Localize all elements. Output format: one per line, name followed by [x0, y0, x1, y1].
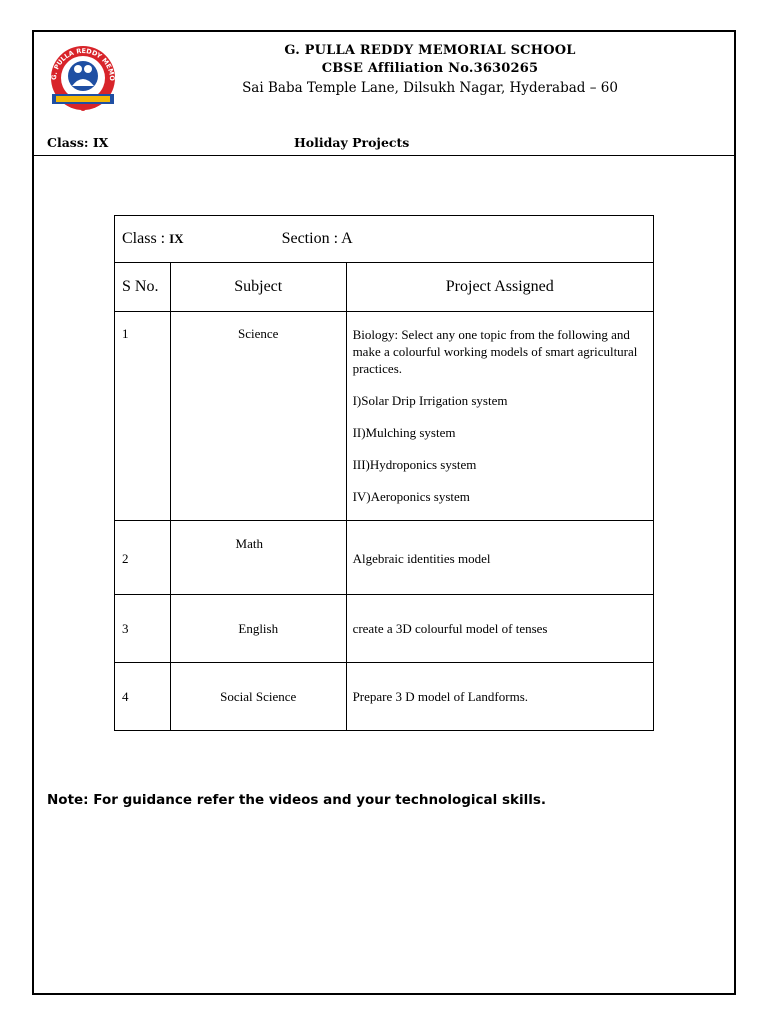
table-row — [115, 312, 654, 521]
table-header-row — [115, 263, 654, 312]
section-label: Section : A — [281, 230, 353, 247]
row-project: Prepare 3 D model of Landforms. — [346, 663, 653, 731]
row-sno: 4 — [115, 663, 171, 731]
row-sno: 1 — [115, 312, 171, 521]
logo-text: G. PULLA REDDY MEMO — [49, 46, 117, 82]
table-row — [115, 521, 654, 595]
school-logo — [42, 42, 124, 114]
project-option: III)Hydroponics system — [352, 457, 477, 472]
class-label: Class: IX — [47, 135, 109, 150]
row-project: Algebraic identities model — [346, 521, 653, 595]
row-project: create a 3D colourful model of tenses — [346, 595, 653, 663]
row-subject: Science — [170, 312, 346, 521]
project-option: IV)Aeroponics system — [352, 489, 470, 504]
class-section-row — [115, 216, 654, 263]
row-subject: Math — [170, 521, 346, 595]
document-title: Holiday Projects — [294, 135, 410, 150]
project-option: II)Mulching system — [352, 425, 456, 440]
row-sno: 3 — [115, 595, 171, 663]
column-header-sno: S No. — [115, 263, 171, 312]
class-prefix: Class : — [122, 230, 170, 247]
header-divider — [34, 155, 734, 156]
school-name: G. PULLA REDDY MEMORIAL SCHOOL — [284, 43, 576, 58]
class-section-cell — [115, 216, 654, 263]
guidance-note: Note: For guidance refer the videos and your technological skills. — [47, 792, 547, 808]
project-intro: Biology: Select any one topic from the following and make a colourful working models of smart agricultural practices. — [352, 327, 638, 376]
project-option: I)Solar Drip Irrigation system — [352, 393, 508, 408]
table-row — [115, 663, 654, 731]
row-sno: 2 — [115, 521, 171, 595]
column-header-subject: Subject — [170, 263, 346, 312]
class-value: IX — [169, 231, 184, 246]
row-subject: Social Science — [170, 663, 346, 731]
row-subject: English — [170, 595, 346, 663]
affiliation-number: CBSE Affiliation No.3630265 — [321, 61, 539, 76]
school-address: Sai Baba Temple Lane, Dilsukh Nagar, Hyderabad – 60 — [242, 80, 618, 96]
projects-table — [114, 215, 654, 731]
table-row — [115, 595, 654, 663]
column-header-project: Project Assigned — [346, 263, 653, 312]
row-project — [346, 312, 653, 521]
